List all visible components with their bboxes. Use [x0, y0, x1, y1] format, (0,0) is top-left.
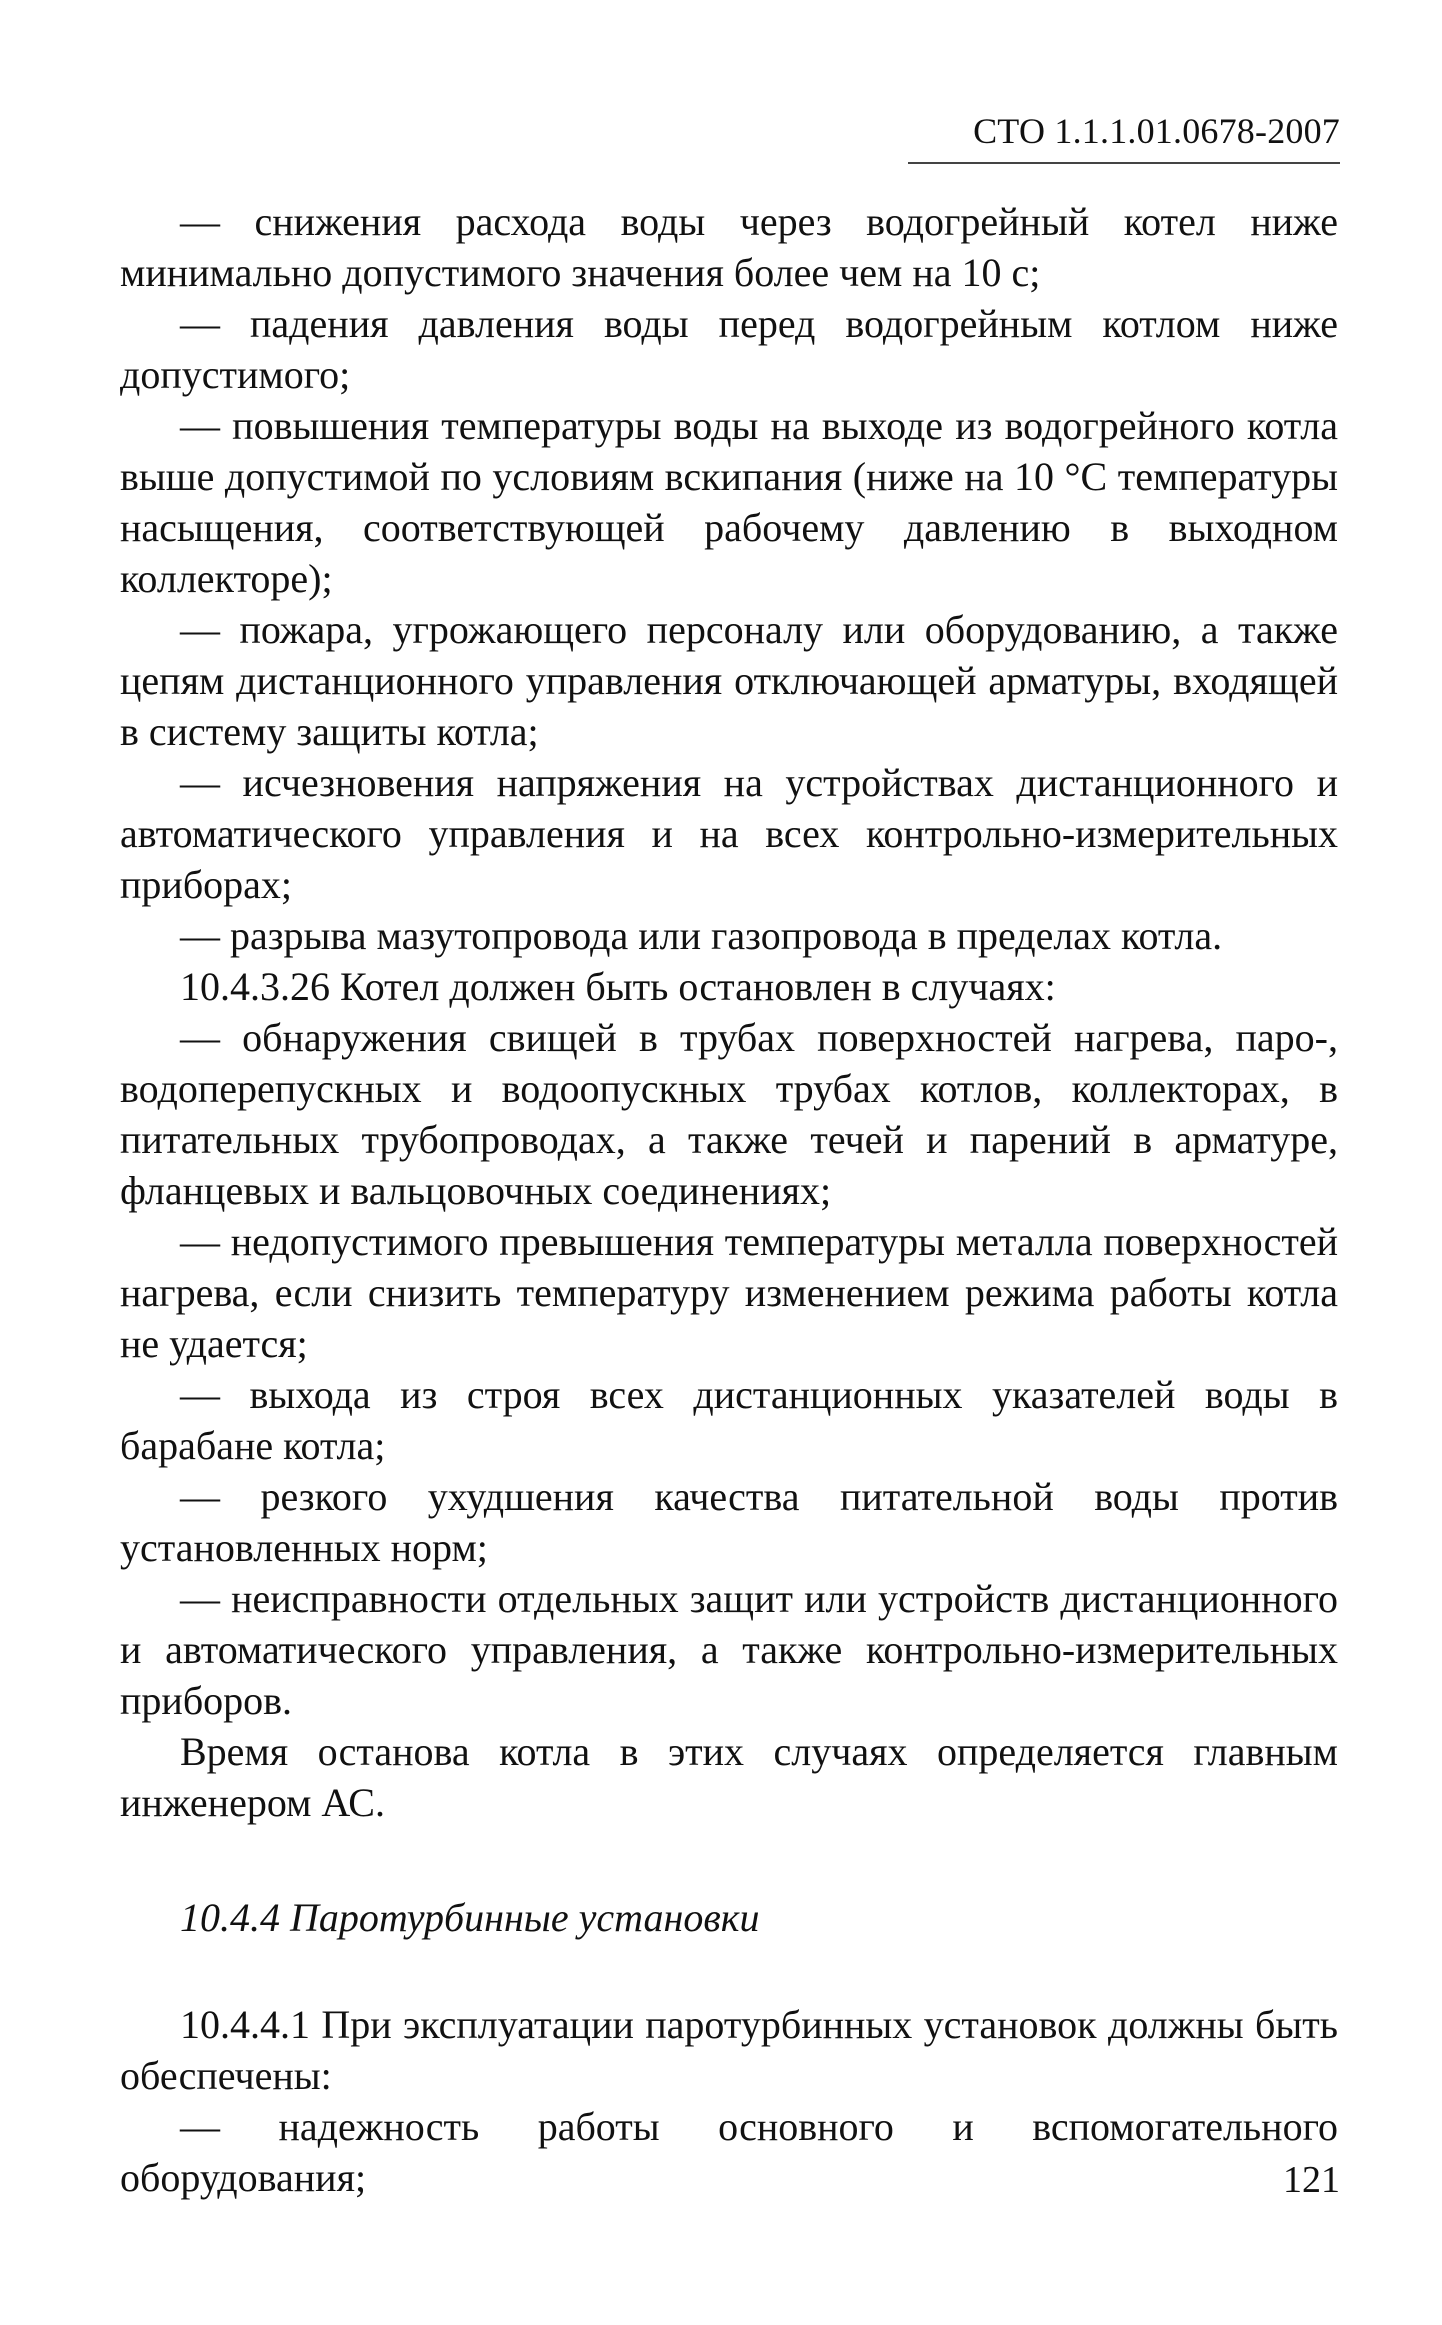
header-rule: [908, 162, 1340, 164]
paragraph-8: — обнаружения свищей в трубах поверхностей нагрева, паро-, водоперепускных и водоопускных трубах котлов, коллекторах, в питательных трубопроводах, а также течей и парений в арматуре, фланцевых и вальцовочных соединениях;: [120, 1015, 1338, 1213]
paragraph-3: — повышения температуры воды на выходе из водогрейного котла выше допустимой по условиям вскипания (ниже на 10 °С температуры насыщения, соответствующей рабочему давлению в выходном коллекторе);: [120, 403, 1338, 601]
document-code-header: СТО 1.1.1.01.0678-2007: [973, 111, 1340, 151]
paragraph-10: — выхода из строя всех дистанционных указателей воды в барабане котла;: [120, 1372, 1338, 1468]
paragraph-6: — разрыва мазутопровода или газопровода в пределах котла.: [180, 913, 1223, 958]
paragraph-7: 10.4.3.26 Котел должен быть остановлен в случаях:: [180, 964, 1056, 1009]
section-heading: 10.4.4 Паротурбинные установки: [180, 1895, 760, 1940]
section-paragraph-2: — надежность работы основного и вспомогательного оборудования;: [120, 2104, 1338, 2200]
page-content: [120, 196, 1338, 2203]
page-number: 121: [1283, 2159, 1340, 2201]
paragraph-4: — пожара, угрожающего персоналу или оборудованию, а также цепям дистанционного управления отключающей арматуры, входящей в систему защиты котла;: [120, 607, 1338, 754]
paragraph-12: — неисправности отдельных защит или устройств дистанционного и автоматического управления, а также контрольно-измерительных приборов.: [120, 1576, 1338, 1723]
paragraph-5: — исчезновения напряжения на устройствах дистанционного и автоматического управления и на всех контрольно-измерительных приборах;: [120, 760, 1338, 907]
paragraph-9: — недопустимого превышения температуры металла поверхностей нагрева, если снизить температуру изменением режима работы котла не удается;: [120, 1219, 1338, 1366]
section-paragraph-1: 10.4.4.1 При эксплуатации паротурбинных установок должны быть обеспечены:: [120, 2002, 1338, 2098]
paragraph-13: Время останова котла в этих случаях определяется главным инженером АС.: [120, 1729, 1338, 1825]
paragraph-11: — резкого ухудшения качества питательной воды против установленных норм;: [120, 1474, 1338, 1570]
paragraph-2: — падения давления воды перед водогрейным котлом ниже допустимого;: [120, 301, 1338, 397]
paragraph-1: — снижения расхода воды через водогрейный котел ниже минимально допустимого значения более чем на 10 с;: [120, 199, 1338, 295]
